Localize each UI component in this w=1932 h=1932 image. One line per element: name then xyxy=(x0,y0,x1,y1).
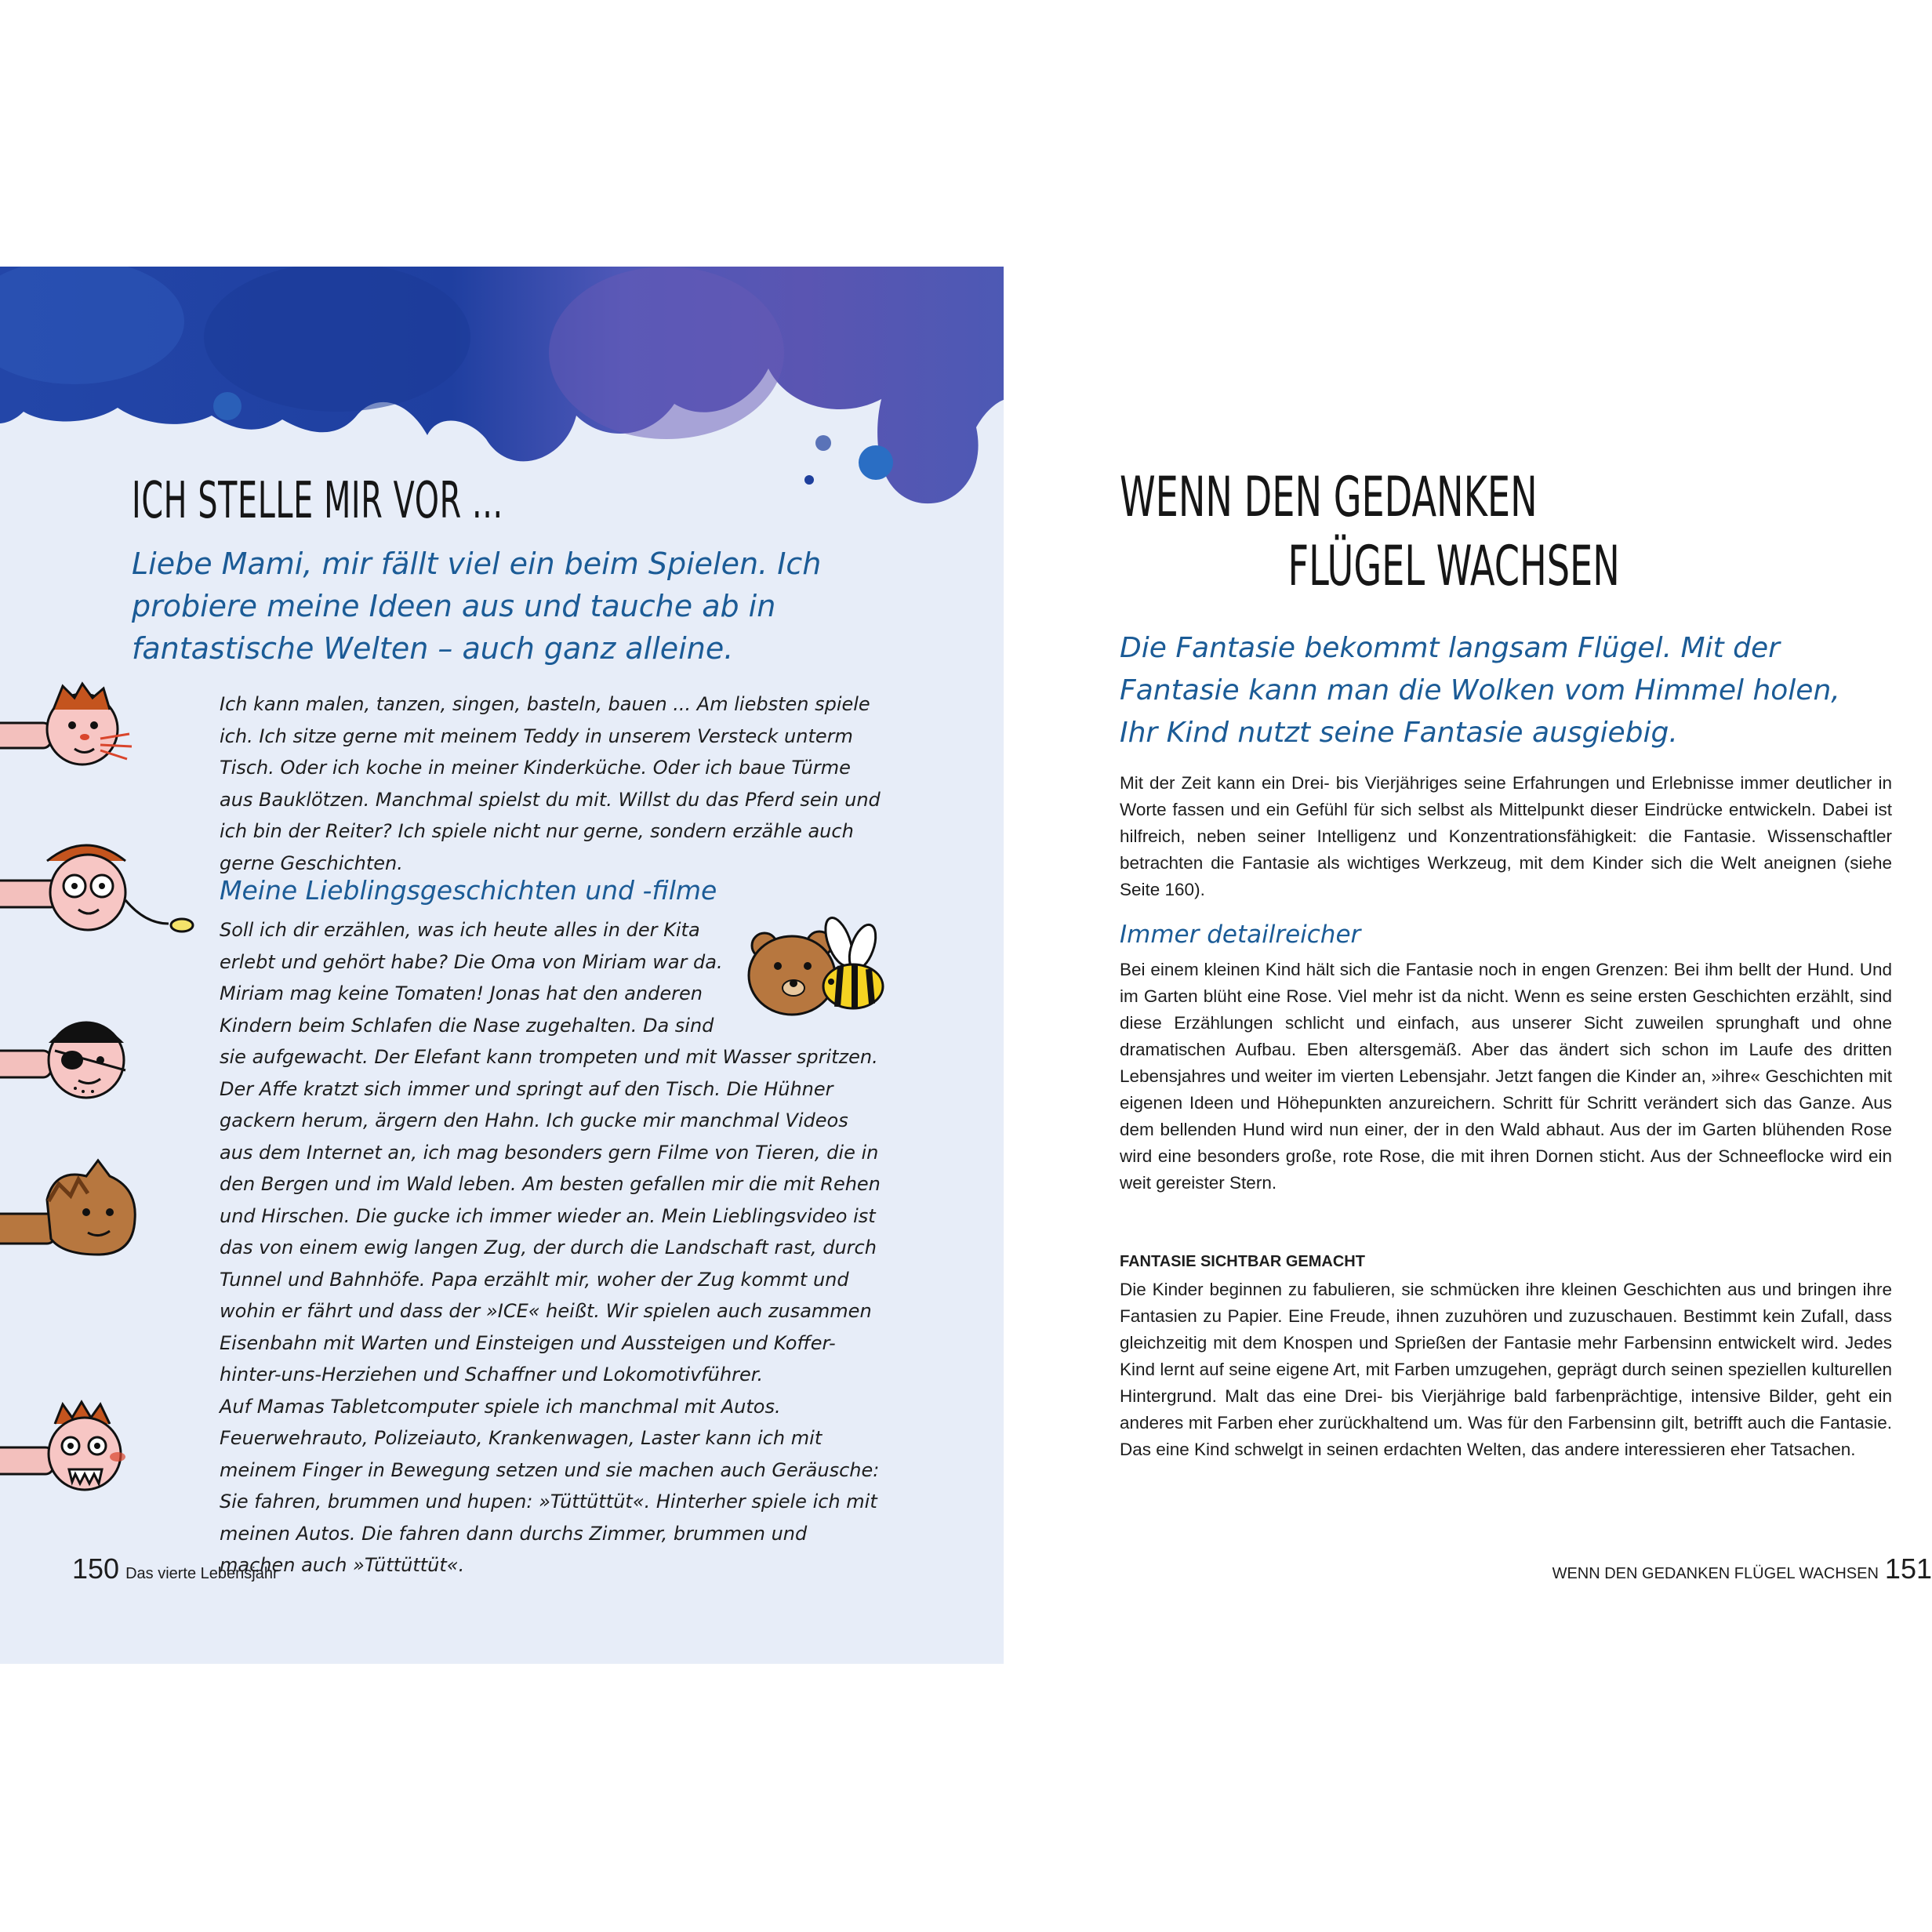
page-number-left: 150 xyxy=(72,1552,120,1585)
right-section-heading: Immer detailreicher xyxy=(1120,921,1361,949)
monster-face-icon xyxy=(0,1393,149,1510)
story-text-1: Soll ich dir erzählen, was ich heute alles in der Kita erlebt und gehört habe? Die Oma von Miriam war da. Miriam mag keine Tomaten! Jonas hat den anderen Kindern beim Schlafen die Nase zugehalten. Da sind sie aufgewacht. Der Elefant kann trompeten und mit Wasser spritzen. Der Affe kratzt sich immer und springt auf den Tisch. Die Hühner gackern herum, ärgern den Hahn. Ich gucke mir manchmal Videos aus dem Internet an, ich mag besonders gern Filme von Tieren, die in den Bergen und im Wald leben. Am besten gefallen mir die mit Rehen und Hirschen. Die gucke ich immer wieder an. Mein Lieblingsvideo ist das von einem ewig langen Zug, der durch die Landschaft rast, durch Tunnel und Bahnhöfe. Papa erzählt mir, woher der Zug kommt und wohin er fährt und dass der »ICE« heißt. Wir spielen auch zusammen Eisenbahn mit Warten und Einsteigen und Aussteigen und Koffer-hinter-uns-Herziehen und Schaffner und Lokomotivführer. xyxy=(220,919,881,1385)
glasses-face-icon xyxy=(0,830,204,947)
left-page xyxy=(0,267,1004,1664)
right-section-1: Bei einem kleinen Kind hält sich die Fantasie noch in engen Grenzen: Bei ihm bellt der Hund. Und im Garten blüht eine Rose. Viel mehr ist da nicht. Wenn es seine ersten Geschichten erzählt, sind diese Erzählungen schlicht und einfach, aus unserer Sicht zuweilen sprunghaft und ohne dramatischen Aufbau. Eben altersgemäß. Aber das ändert sich schon im Laufe des dritten Lebensjahres und weiter im vierten Lebensjahr. Jetzt fangen die Kinder an, »ihre« Geschichten mit eigenen Ideen und Höhepunkten anzureichern. Schritt für Schritt verändert sich das Ganze. Aus dem bellenden Hund wird nun einer, der in den Wald abhaut. Aus der im Garten blühenden Rose wird eine besonders große, rote Rose, die mit ihren Dornen sticht. Aus der Schneeflocke wird ein weit gereister Stern. xyxy=(1120,960,1892,1193)
page-title: ICH STELLE MIR VOR ... xyxy=(132,472,503,530)
lead-paragraph: Liebe Mami, mir fällt viel ein beim Spielen. Ich probiere meine Ideen aus und tauche ab in fantastische Welten – auch ganz alleine. xyxy=(132,547,822,666)
right-intro-paragraph: Mit der Zeit kann ein Drei- bis Vierjähriges seine Erfahrungen und Erlebnisse immer deutlicher in Worte fassen und ein Gefühl für sich selbst als Mittelpunkt dieser Eindrücke entwickeln. Dabei ist hilfreich, neben seiner Intelligenz und Konzentrationsfähigkeit: die Fantasie. Wissenschaftler betrachten die Fantasie als wichtiges Werkzeug, mit dem Kinder sich die Welt aneignen (siehe Seite 160). xyxy=(1120,773,1892,899)
page-number-right: 151 xyxy=(1884,1552,1932,1585)
title-line-1: WENN DEN GEDANKEN xyxy=(1120,465,1538,529)
chapter-label-right: WENN DEN GEDANKEN FLÜGEL WACHSEN xyxy=(1552,1565,1879,1582)
chapter-label-left: Das vierte Lebensjahr xyxy=(125,1565,278,1582)
right-lead-paragraph: Die Fantasie bekommt langsam Flügel. Mit der Fantasie kann man die Wolken vom Himmel holen, Ihr Kind nutzt seine Fantasie ausgiebig. xyxy=(1120,632,1840,749)
caption-heading: FANTASIE SICHTBAR GEMACHT xyxy=(1120,1253,1365,1270)
body-paragraph: Ich kann malen, tanzen, singen, basteln, bauen ... Am liebsten spiele ich. Ich sitze gerne mit meinem Teddy in unserem Versteck unterm Tisch. Oder ich koche in meiner Kinderküche. Oder ich baue Türme aus Bauklötzen. Manchmal spielst du mit. Willst du das Pferd sein und ich bin der Reiter? Ich spiele nicht nur gerne, sondern erzähle auch gerne Geschichten. xyxy=(220,693,881,874)
cat-face-icon xyxy=(0,674,149,784)
horse-face-icon xyxy=(0,1153,149,1270)
right-page-title xyxy=(1120,463,1620,601)
teddy-bee-icon xyxy=(737,914,886,1032)
pirate-face-icon xyxy=(0,996,149,1113)
left-footer xyxy=(72,1552,278,1585)
right-section-2: Die Kinder beginnen zu fabulieren, sie schmücken ihre kleinen Geschichten aus und bringen ihre Fantasien zu Papier. Eine Freude, ihnen zuzuhören und zuzuschauen. Bestimmt kein Zufall, dass gleichzeitig mit dem Knospen und Sprießen der Fantasie mehr Farbensinn entwickelt wird. Jedes Kind lernt auf seine eigene Art, mit Farben umzugehen, geprägt durch seinen speziellen kulturellen Hintergrund. Malt das eine Drei- bis Vierjährige bald farbenprächtige, intensive Bilder, geht ein anderes mit Farben eher zurückhaltend um. Was für den Farbensinn gilt, betrifft auch die Fantasie. Das eine Kind schwelgt in seinen erdachten Welten, das andere interessieren eher Tatsachen. xyxy=(1120,1280,1892,1459)
right-footer xyxy=(1552,1552,1932,1585)
story-paragraph xyxy=(220,914,886,1582)
story-text-2: Auf Mamas Tabletcomputer spiele ich manchmal mit Autos. Feuerwehrauto, Polizeiauto, Krankenwagen, Laster kann ich mit meinem Finger in Bewegung setzen und sie machen auch Geräusche: Sie fahren, brummen und hupen: »Tüttüttüt«. Hinterher spiele ich mit meinen Autos. Die fahren dann durchs Zimmer, brummen und machen auch »Tüttüttüt«. xyxy=(220,1395,880,1576)
title-line-2: FLÜGEL WACHSEN xyxy=(1287,534,1620,598)
section-heading: Meine Lieblingsgeschichten und -filme xyxy=(220,875,717,906)
